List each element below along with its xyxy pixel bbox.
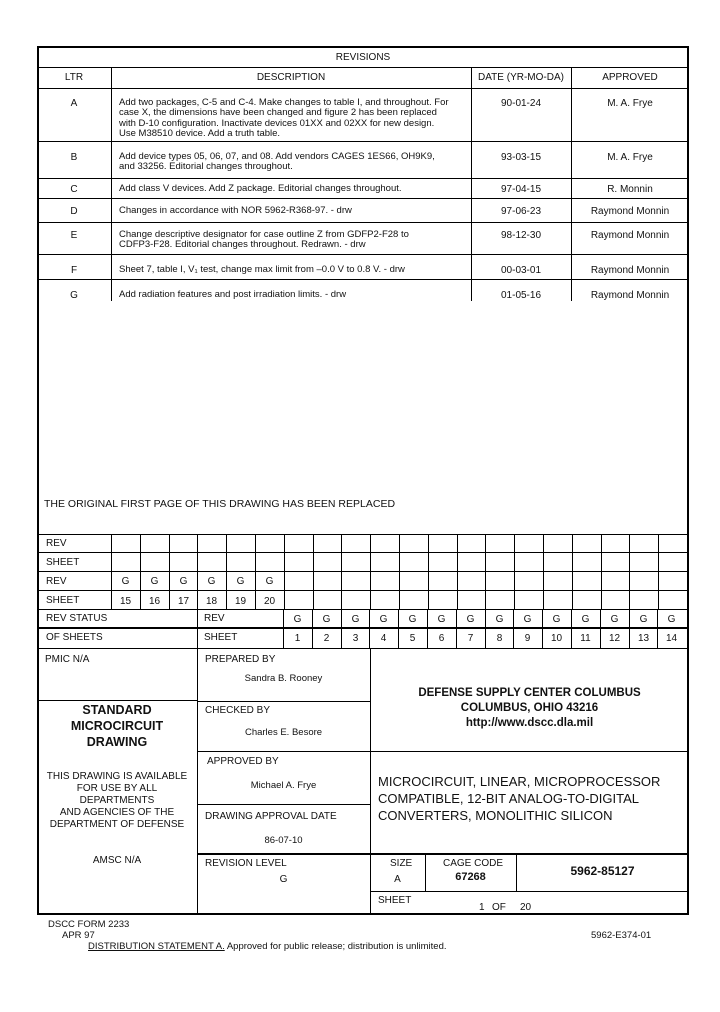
revision-date: 01-05-16 <box>500 290 542 301</box>
revision-date: 97-04-15 <box>500 184 542 195</box>
status-sheet-cell: 8 <box>496 633 503 644</box>
agency-block: DEFENSE SUPPLY CENTER COLUMBUS COLUMBUS, OHIO 43216 http://www.dscc.dla.mil <box>418 687 641 729</box>
revision-description: Change descriptive designator for case outline Z from GDFP2-F28 to CDFP3-F28. Editorial changes throughout. Redrawn. - drw <box>119 229 409 251</box>
approved-by-name: Michael A. Frye <box>250 780 317 791</box>
revision-description: Add two packages, C-5 and C-4. Make changes to table I, and throughout. For case X, the dimensions have been changed and figure 2 has been replaced with D-10 configuration. Inactivate devices 01XX and 02XX for new design. Use M38510 device. Add a truth table. <box>119 97 449 139</box>
sheet-label: SHEET <box>46 595 80 606</box>
grid-line <box>658 534 659 609</box>
status-sheet-cell: 7 <box>467 633 474 644</box>
revision-description: Add class V devices. Add Z package. Editorial changes throughout. <box>119 183 402 194</box>
status-sheet-cell: 5 <box>409 633 416 644</box>
sheet-label: SHEET <box>204 632 238 643</box>
status-rev-cell: G <box>121 576 130 587</box>
doc-code: 5962-E374-01 <box>591 930 652 941</box>
status-sheet-cell: 16 <box>148 596 161 607</box>
revision-approver: Raymond Monnin <box>590 265 670 276</box>
standard-microcircuit-drawing: STANDARD MICROCIRCUIT DRAWING <box>70 703 164 749</box>
grid-line <box>485 534 486 609</box>
status-sheet-cell: 11 <box>580 633 591 644</box>
column-approved: APPROVED <box>602 72 658 83</box>
grid-line <box>284 534 285 609</box>
status-rev-cell: G <box>523 614 532 625</box>
grid-line <box>313 534 314 609</box>
grid-line <box>601 534 602 609</box>
revision-approver: Raymond Monnin <box>590 206 670 217</box>
approval-date-label: DRAWING APPROVAL DATE <box>205 811 337 822</box>
sheet-of: OF <box>492 902 506 913</box>
status-rev-cell: G <box>179 576 188 587</box>
status-sheet-cell: 2 <box>323 633 330 644</box>
revision-description: Add radiation features and post irradiation limits. - drw <box>119 289 347 300</box>
distribution-label: DISTRIBUTION STATEMENT A. <box>88 941 225 952</box>
sheet-number: 1 <box>479 902 485 913</box>
of-sheets-label: OF SHEETS <box>46 632 103 643</box>
revision-description: Changes in accordance with NOR 5962-R368-97. - drw <box>119 205 352 216</box>
status-rev-cell: G <box>379 614 388 625</box>
revision-date: 97-06-23 <box>500 206 542 217</box>
status-rev-cell: G <box>437 614 446 625</box>
status-rev-cell: G <box>150 576 159 587</box>
revision-letter: G <box>70 290 78 301</box>
availability-note: THIS DRAWING IS AVAILABLE FOR USE BY ALL DEPARTMENTS AND AGENCIES OF THE DEPARTMENT OF DEFENSE <box>46 771 188 830</box>
status-sheet-cell: 13 <box>637 633 650 644</box>
checked-by-label: CHECKED BY <box>205 705 271 716</box>
revision-description: Sheet 7, table I, V₁ test, change max limit from –0.0 V to 0.8 V. - drw <box>119 264 405 275</box>
column-date: DATE (YR-MO-DA) <box>478 72 564 83</box>
form-date: APR 97 <box>62 930 95 941</box>
revision-date: 00-03-01 <box>500 265 542 276</box>
drawing-number: 5962-85127 <box>570 864 635 878</box>
rev-label: REV <box>46 576 67 587</box>
amsc-label: AMSC N/A <box>92 855 142 866</box>
revision-approver: Raymond Monnin <box>590 230 670 241</box>
revision-letter: B <box>70 152 78 163</box>
prepared-by-label: PREPARED BY <box>205 654 276 665</box>
status-sheet-cell: 3 <box>352 633 359 644</box>
prepared-by-name: Sandra B. Rooney <box>244 673 323 684</box>
status-rev-cell: G <box>581 614 590 625</box>
rev-label: REV <box>46 538 67 549</box>
pmic-label: PMIC N/A <box>45 654 90 665</box>
size-label: SIZE <box>390 858 413 869</box>
revision-level-label: REVISION LEVEL <box>205 858 287 869</box>
status-sheet-cell: 18 <box>205 596 218 607</box>
revision-approver: R. Monnin <box>607 184 653 195</box>
revision-date: 93-03-15 <box>500 152 542 163</box>
status-sheet-cell: 17 <box>177 596 190 607</box>
grid-line <box>399 534 400 609</box>
rev-status-label: REV STATUS <box>46 613 108 624</box>
status-sheet-cell: 9 <box>524 633 531 644</box>
grid-line <box>428 534 429 609</box>
status-rev-cell: G <box>207 576 216 587</box>
cage-code-label: CAGE CODE <box>443 858 504 869</box>
revision-approver: M. A. Frye <box>607 98 653 109</box>
status-rev-cell: G <box>265 576 274 587</box>
status-sheet-cell: 14 <box>665 633 678 644</box>
grid-line <box>629 534 630 609</box>
status-rev-cell: G <box>466 614 475 625</box>
status-rev-cell: G <box>322 614 331 625</box>
column-description: DESCRIPTION <box>256 72 326 83</box>
revision-letter: A <box>70 98 78 109</box>
revision-date: 90-01-24 <box>500 98 542 109</box>
replaced-note: THE ORIGINAL FIRST PAGE OF THIS DRAWING HAS BEEN REPLACED <box>44 498 396 510</box>
distribution-text: Approved for public release; distribution is unlimited. <box>224 941 447 952</box>
revision-level: G <box>279 874 288 885</box>
grid-line <box>370 534 371 609</box>
status-sheet-cell: 10 <box>550 633 563 644</box>
grid-line <box>687 534 688 609</box>
status-sheet-cell: 6 <box>438 633 445 644</box>
revision-date: 98-12-30 <box>500 230 542 241</box>
drawing-title: MICROCIRCUIT, LINEAR, MICROPROCESSOR COMPATIBLE, 12-BIT ANALOG-TO-DIGITAL CONVERTERS, MONOLITHIC SILICON <box>378 774 661 823</box>
status-sheet-cell: 1 <box>294 633 301 644</box>
approved-by-label: APPROVED BY <box>207 756 279 767</box>
status-rev-cell: G <box>639 614 648 625</box>
status-rev-cell: G <box>408 614 417 625</box>
status-sheet-cell: 4 <box>380 633 387 644</box>
status-sheet-cell: 19 <box>234 596 247 607</box>
form-number: DSCC FORM 2233 <box>48 919 130 930</box>
status-sheet-cell: 15 <box>119 596 132 607</box>
sheet-label: SHEET <box>46 557 80 568</box>
approval-date: 86-07-10 <box>264 835 303 846</box>
status-sheet-cell: 12 <box>608 633 621 644</box>
grid-line <box>543 534 544 609</box>
status-rev-cell: G <box>293 614 302 625</box>
grid-line <box>572 534 573 609</box>
revision-approver: Raymond Monnin <box>590 290 670 301</box>
grid-line <box>457 534 458 609</box>
column-ltr: LTR <box>64 72 84 83</box>
revision-description: Add device types 05, 06, 07, and 08. Add vendors CAGES 1ES66, OH9K9, and 33256. Editorial changes throughout. <box>119 151 435 173</box>
status-rev-cell: G <box>236 576 245 587</box>
revision-letter: D <box>70 206 78 217</box>
status-rev-cell: G <box>667 614 676 625</box>
status-sheet-cell: 20 <box>263 596 276 607</box>
grid-line <box>514 534 515 609</box>
rev-label: REV <box>204 613 225 624</box>
revision-approver: M. A. Frye <box>607 152 653 163</box>
grid-line <box>341 534 342 609</box>
revision-letter: E <box>70 230 78 241</box>
size-value: A <box>394 874 401 885</box>
revisions-heading: REVISIONS <box>335 52 391 63</box>
distribution-statement <box>88 941 447 952</box>
sheet-label: SHEET <box>378 895 412 906</box>
status-rev-cell: G <box>552 614 561 625</box>
revision-letter: F <box>70 265 78 276</box>
cage-code: 67268 <box>455 871 486 883</box>
revision-letter: C <box>70 184 78 195</box>
status-rev-cell: G <box>495 614 504 625</box>
status-rev-cell: G <box>610 614 619 625</box>
sheet-total: 20 <box>520 902 532 913</box>
checked-by-name: Charles E. Besore <box>244 727 323 738</box>
status-rev-cell: G <box>351 614 360 625</box>
